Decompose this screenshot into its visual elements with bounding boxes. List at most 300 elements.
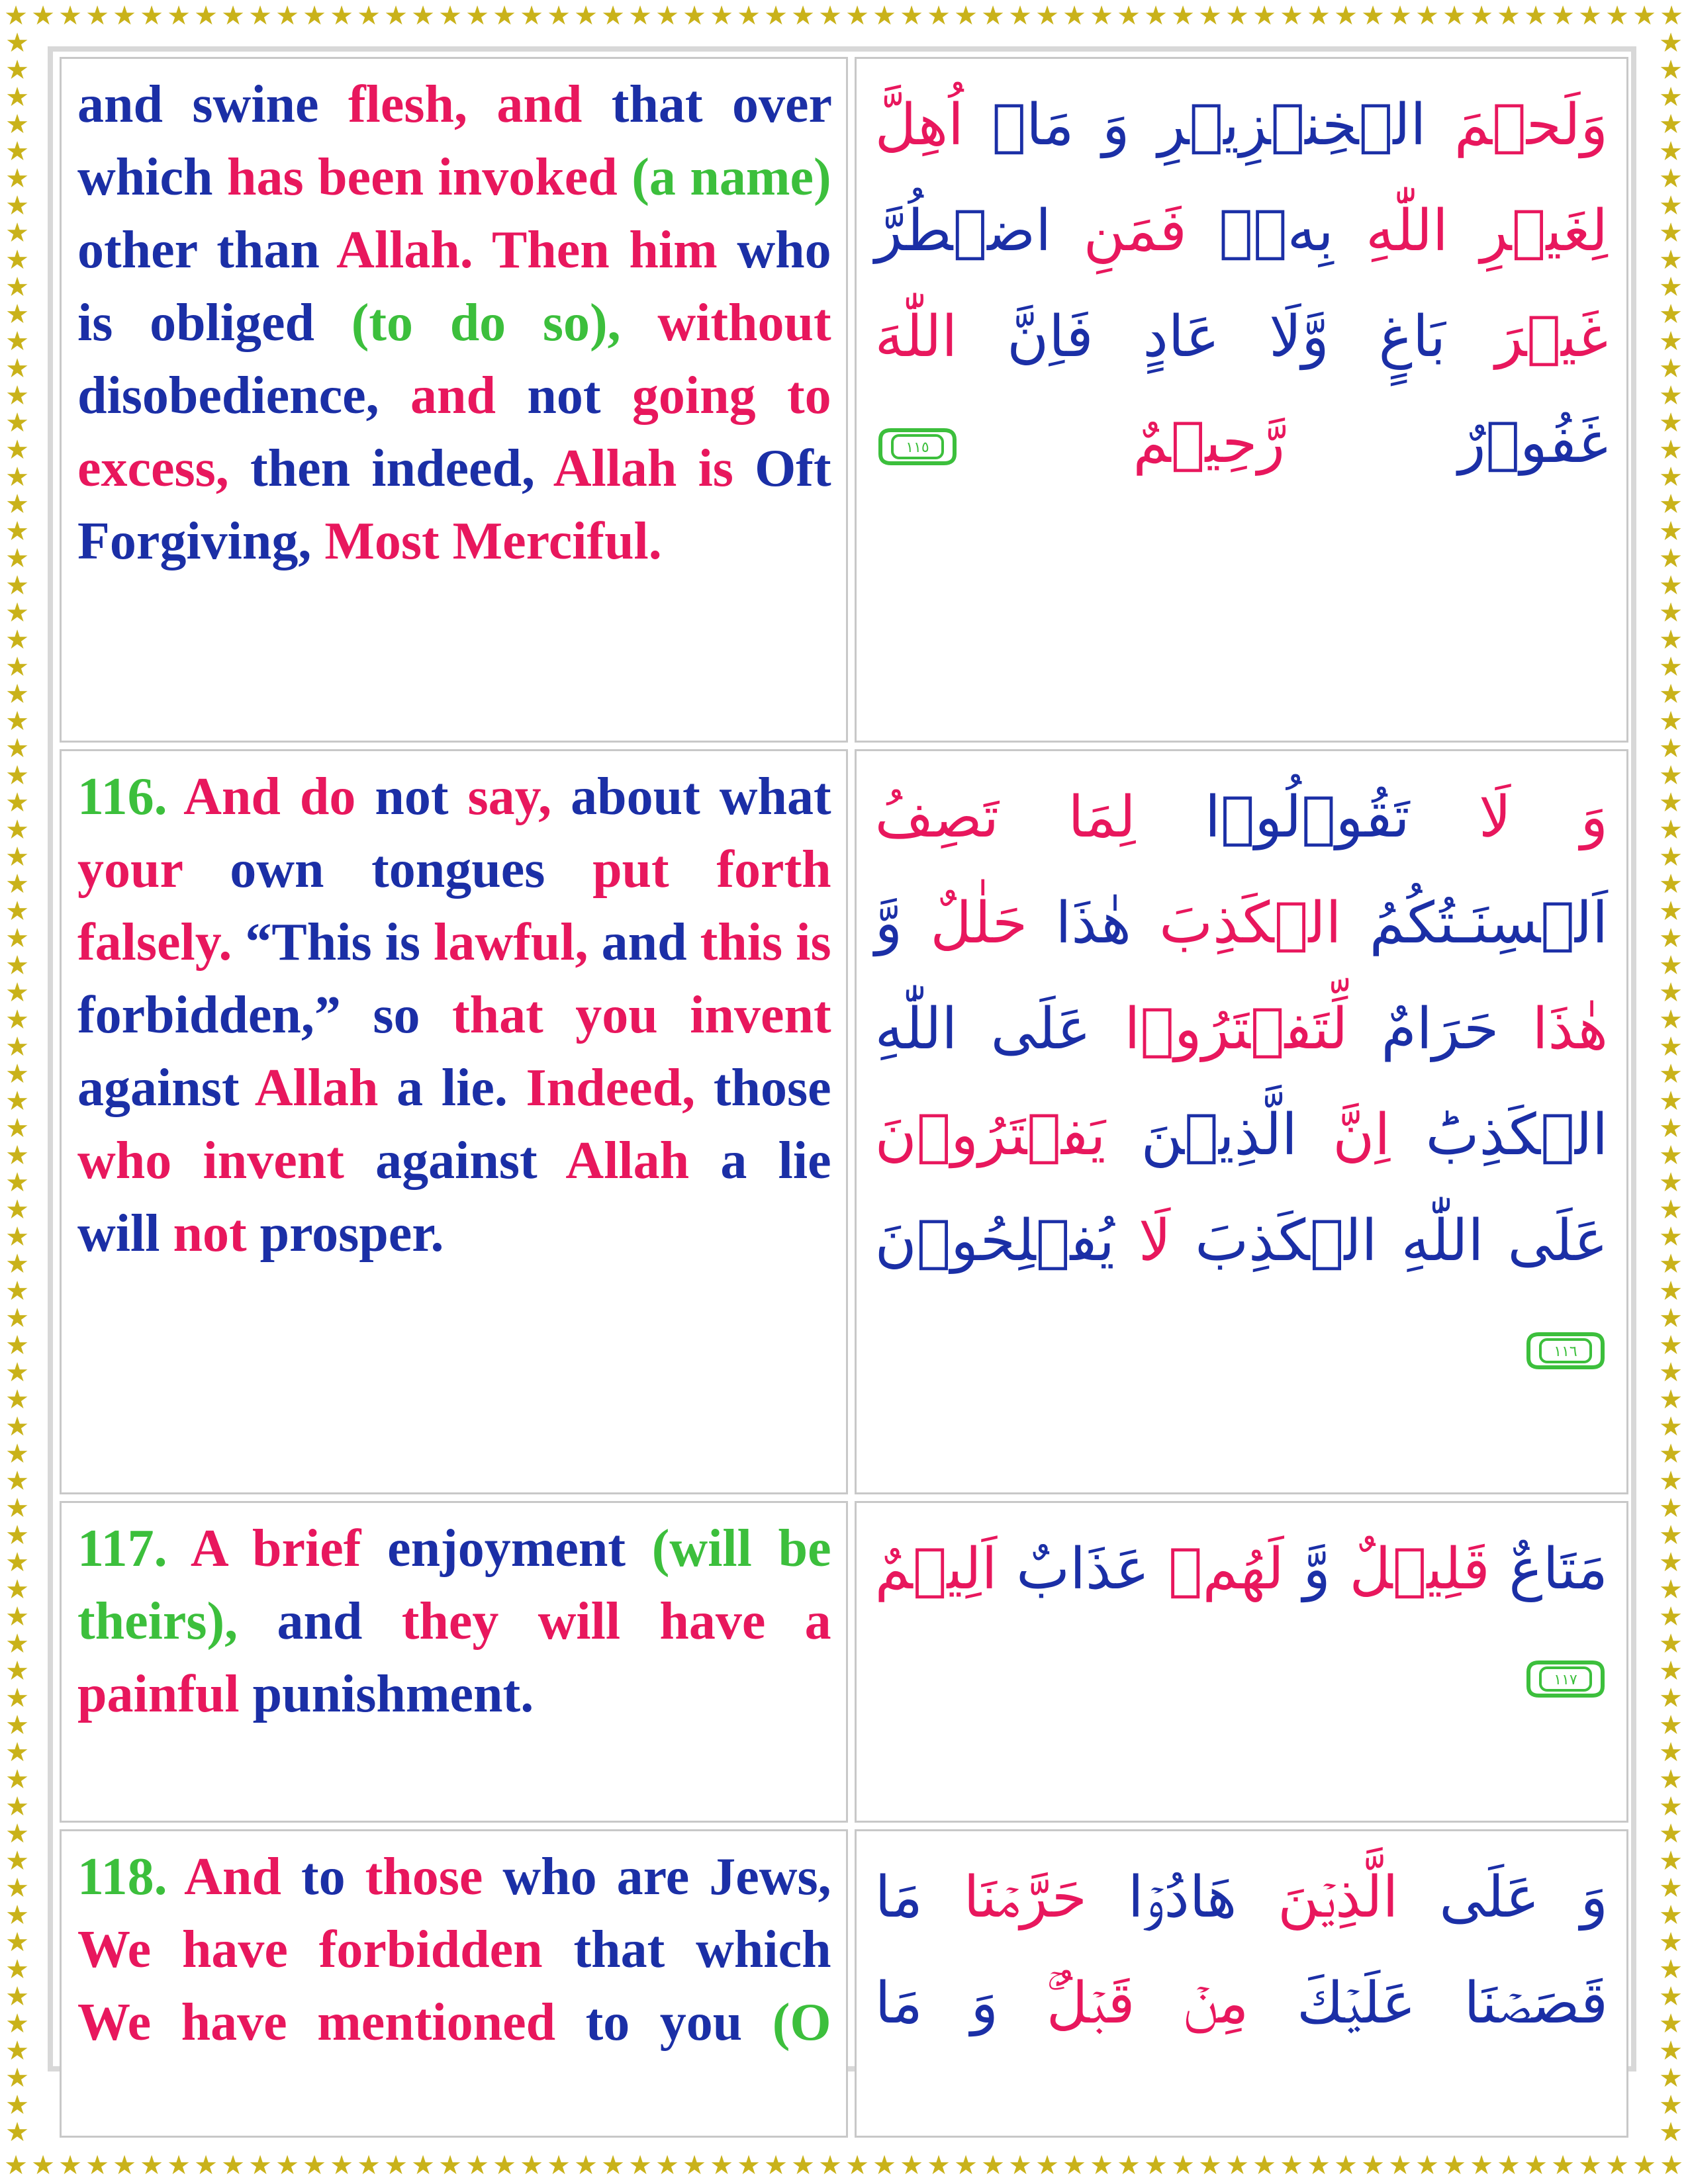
translation-word: not bbox=[527, 367, 601, 425]
star-icon: ★ bbox=[1171, 2150, 1195, 2181]
translation-word: painful bbox=[77, 1665, 240, 1723]
star-icon: ★ bbox=[5, 1140, 29, 1171]
arabic-word: اللّٰهِ bbox=[1366, 198, 1448, 264]
translation-word: those bbox=[713, 1059, 831, 1117]
arabic-word: عَلَى bbox=[1507, 1208, 1609, 1274]
arabic-word: الۡكَذِبَ‌ؕ bbox=[1425, 1102, 1608, 1168]
arabic-word: رَّحِيۡمٌ bbox=[1133, 410, 1286, 476]
star-icon: ★ bbox=[1659, 1195, 1683, 1225]
star-icon: ★ bbox=[1659, 1357, 1683, 1388]
translation-word: will bbox=[538, 1592, 621, 1651]
star-icon: ★ bbox=[1659, 1900, 1683, 1931]
star-icon: ★ bbox=[1659, 1249, 1683, 1279]
star-icon: ★ bbox=[5, 1412, 29, 1442]
star-icon: ★ bbox=[1225, 2150, 1249, 2181]
star-icon: ★ bbox=[5, 978, 29, 1008]
star-icon: ★ bbox=[1659, 28, 1683, 58]
star-icon: ★ bbox=[5, 1927, 29, 1958]
star-icon: ★ bbox=[1442, 2150, 1466, 2181]
star-icon: ★ bbox=[737, 1, 761, 31]
star-icon: ★ bbox=[5, 570, 29, 601]
star-icon: ★ bbox=[1659, 163, 1683, 194]
arabic-word: غَيۡرَ bbox=[1495, 304, 1608, 370]
translation-word: “This bbox=[245, 913, 372, 972]
star-icon: ★ bbox=[5, 299, 29, 330]
star-icon: ★ bbox=[981, 2150, 1005, 2181]
arabic-word: حَلٰلٌ bbox=[930, 890, 1028, 956]
star-icon: ★ bbox=[85, 2150, 109, 2181]
translation-word: brief bbox=[252, 1520, 361, 1578]
star-icon: ★ bbox=[764, 1, 788, 31]
arabic-word: الۡكَذِبَ bbox=[1195, 1208, 1378, 1274]
star-icon: ★ bbox=[5, 1656, 29, 1686]
translation-word: not bbox=[375, 768, 449, 826]
translation-word: disobedience, bbox=[77, 367, 379, 425]
star-icon: ★ bbox=[438, 2150, 462, 2181]
arabic-word: اللّٰهِ bbox=[1401, 1208, 1484, 1274]
star-icon: ★ bbox=[601, 1, 625, 31]
star-icon: ★ bbox=[5, 1981, 29, 2012]
arabic-word: قَصَصۡنَا bbox=[1464, 1970, 1609, 2036]
translation-word: those bbox=[365, 1848, 483, 1906]
star-icon: ★ bbox=[5, 136, 29, 167]
star-icon: ★ bbox=[954, 2150, 978, 2181]
translation-word: do bbox=[299, 768, 356, 826]
star-icon: ★ bbox=[5, 381, 29, 411]
star-icon: ★ bbox=[113, 2150, 136, 2181]
translation-word: will bbox=[77, 1205, 160, 1263]
translation-word: which bbox=[696, 1921, 831, 1979]
star-icon: ★ bbox=[927, 1, 951, 31]
translation-word: a bbox=[720, 1132, 747, 1190]
star-icon: ★ bbox=[1659, 1005, 1683, 1035]
english-translation-cell bbox=[60, 749, 848, 1494]
star-icon: ★ bbox=[5, 1493, 29, 1524]
star-icon: ★ bbox=[900, 2150, 923, 2181]
star-icon: ★ bbox=[1659, 788, 1683, 818]
translation-word: him bbox=[629, 221, 718, 279]
star-icon: ★ bbox=[5, 842, 29, 872]
star-icon: ★ bbox=[1334, 2150, 1358, 2181]
translation-word: been bbox=[318, 148, 424, 206]
translation-word: forth bbox=[716, 841, 831, 899]
translation-word: punishment. bbox=[252, 1665, 534, 1723]
star-icon: ★ bbox=[1659, 598, 1683, 628]
star-icon: ★ bbox=[167, 2150, 191, 2181]
star-icon: ★ bbox=[140, 2150, 164, 2181]
star-icon: ★ bbox=[1659, 462, 1683, 492]
star-icon: ★ bbox=[31, 2150, 55, 2181]
star-icon: ★ bbox=[167, 1, 191, 31]
arabic-word: وَ bbox=[1102, 92, 1130, 158]
ayah-number-marker-icon bbox=[878, 424, 957, 470]
arabic-word: عَلَيۡكَ bbox=[1296, 1970, 1416, 2036]
star-icon: ★ bbox=[5, 516, 29, 547]
translation-word: to bbox=[301, 1848, 346, 1906]
translation-word: invent bbox=[690, 986, 831, 1044]
star-icon: ★ bbox=[5, 1113, 29, 1144]
star-icon: ★ bbox=[1659, 2036, 1683, 2066]
star-icon: ★ bbox=[628, 2150, 652, 2181]
translation-word: swine bbox=[192, 75, 319, 134]
star-icon: ★ bbox=[818, 2150, 842, 2181]
english-translation-cell bbox=[60, 1829, 848, 2138]
star-icon: ★ bbox=[1659, 1602, 1683, 1632]
star-icon: ★ bbox=[5, 489, 29, 520]
star-icon: ★ bbox=[1659, 1032, 1683, 1062]
star-icon: ★ bbox=[1632, 1, 1656, 31]
star-icon: ★ bbox=[1659, 435, 1683, 465]
star-icon: ★ bbox=[872, 2150, 896, 2181]
star-icon: ★ bbox=[5, 1954, 29, 1985]
star-icon: ★ bbox=[113, 1, 136, 31]
star-icon: ★ bbox=[1551, 1, 1575, 31]
star-icon: ★ bbox=[5, 218, 29, 248]
arabic-word: وَّلَا bbox=[1269, 304, 1329, 370]
star-icon: ★ bbox=[520, 2150, 543, 2181]
star-icon: ★ bbox=[1659, 1764, 1683, 1795]
star-icon: ★ bbox=[5, 543, 29, 574]
star-icon: ★ bbox=[1659, 353, 1683, 384]
star-icon: ★ bbox=[438, 1, 462, 31]
star-icon: ★ bbox=[1252, 2150, 1276, 2181]
translation-word: prosper. bbox=[259, 1205, 444, 1263]
arabic-word: اِنَّ bbox=[1333, 1102, 1391, 1168]
arabic-word: اَلِيۡمٌ bbox=[874, 1536, 998, 1602]
star-icon: ★ bbox=[574, 2150, 598, 2181]
star-icon: ★ bbox=[5, 1330, 29, 1361]
translation-word: obliged bbox=[150, 294, 315, 352]
arabic-word: اضۡطُرَّ bbox=[874, 198, 1052, 264]
star-icon: ★ bbox=[1659, 516, 1683, 547]
translation-word: 116. bbox=[77, 768, 167, 826]
star-icon: ★ bbox=[1144, 2150, 1168, 2181]
star-icon: ★ bbox=[1524, 1, 1548, 31]
star-icon: ★ bbox=[1605, 2150, 1629, 2181]
translation-word: Then bbox=[491, 221, 610, 279]
translation-word: have bbox=[181, 1993, 287, 2052]
star-icon: ★ bbox=[1659, 2063, 1683, 2093]
star-icon: ★ bbox=[411, 2150, 435, 2181]
star-icon: ★ bbox=[5, 326, 29, 357]
arabic-word: لِّتَفۡتَرُوۡا bbox=[1124, 996, 1348, 1062]
translation-word: flesh, bbox=[348, 75, 467, 134]
star-icon: ★ bbox=[5, 2117, 29, 2148]
translation-word: (O bbox=[772, 1993, 831, 2052]
star-icon: ★ bbox=[1659, 1629, 1683, 1659]
star-icon: ★ bbox=[1659, 815, 1683, 845]
star-icon: ★ bbox=[5, 1195, 29, 1225]
star-icon: ★ bbox=[5, 1276, 29, 1306]
translation-word: invoked bbox=[438, 148, 618, 206]
star-icon: ★ bbox=[492, 1, 516, 31]
translation-word: We bbox=[77, 1921, 152, 1979]
star-icon: ★ bbox=[384, 1, 408, 31]
arabic-word: مَاۤ bbox=[992, 92, 1074, 158]
star-icon: ★ bbox=[1198, 2150, 1222, 2181]
arabic-word: فَمَنِ bbox=[1083, 198, 1187, 264]
star-icon: ★ bbox=[601, 2150, 625, 2181]
star-icon: ★ bbox=[5, 1873, 29, 1903]
star-icon: ★ bbox=[1252, 1, 1276, 31]
star-icon: ★ bbox=[5, 598, 29, 628]
star-icon: ★ bbox=[547, 1, 571, 31]
star-icon: ★ bbox=[1415, 1, 1439, 31]
star-icon: ★ bbox=[1659, 109, 1683, 140]
star-icon: ★ bbox=[1659, 1330, 1683, 1361]
star-icon: ★ bbox=[5, 1574, 29, 1605]
star-icon: ★ bbox=[845, 1, 869, 31]
star-icon: ★ bbox=[710, 1, 733, 31]
translation-word: forbidden bbox=[318, 1921, 543, 1979]
star-icon: ★ bbox=[1307, 2150, 1331, 2181]
translation-word: your bbox=[77, 841, 183, 899]
arabic-word: قَبۡلُ‌ۚ bbox=[1046, 1970, 1135, 2036]
star-icon: ★ bbox=[1035, 1, 1059, 31]
translation-word: enjoyment bbox=[387, 1520, 626, 1578]
translation-word: over bbox=[732, 75, 831, 134]
arabic-word: بِهٖ‌ۚ bbox=[1219, 198, 1334, 264]
translation-word: what bbox=[719, 768, 831, 826]
star-icon: ★ bbox=[5, 408, 29, 438]
star-icon: ★ bbox=[465, 2150, 489, 2181]
star-icon: ★ bbox=[628, 1, 652, 31]
arabic-word: الۡكَذِبَ bbox=[1159, 890, 1342, 956]
star-icon: ★ bbox=[5, 1059, 29, 1089]
star-icon: ★ bbox=[900, 1, 923, 31]
star-icon: ★ bbox=[1659, 245, 1683, 275]
arabic-word: اُهِلَّ bbox=[874, 92, 964, 158]
star-icon: ★ bbox=[1659, 896, 1683, 927]
star-icon: ★ bbox=[194, 2150, 218, 2181]
translation-word: is bbox=[385, 913, 421, 972]
translation-word: and bbox=[496, 75, 583, 134]
star-icon: ★ bbox=[58, 1, 82, 31]
star-icon: ★ bbox=[5, 2063, 29, 2093]
ayah-number: ١١٧ bbox=[1554, 1671, 1577, 1688]
translation-word: have bbox=[181, 1921, 288, 1979]
star-icon: ★ bbox=[5, 435, 29, 465]
star-icon: ★ bbox=[1659, 1792, 1683, 1822]
star-icon: ★ bbox=[5, 1737, 29, 1768]
star-icon: ★ bbox=[1659, 923, 1683, 954]
star-icon: ★ bbox=[5, 1602, 29, 1632]
star-icon: ★ bbox=[5, 1792, 29, 1822]
arabic-word: الَّذِيۡنَ bbox=[1141, 1102, 1297, 1168]
translation-word: Indeed, bbox=[526, 1059, 696, 1117]
star-icon: ★ bbox=[5, 1385, 29, 1415]
translation-word: And bbox=[183, 768, 281, 826]
star-icon: ★ bbox=[5, 1005, 29, 1035]
translation-word: Allah. bbox=[336, 221, 473, 279]
translation-word: a bbox=[397, 1059, 424, 1117]
star-icon: ★ bbox=[5, 1466, 29, 1496]
translation-word: And bbox=[184, 1848, 281, 1906]
star-icon: ★ bbox=[1659, 381, 1683, 411]
translation-word: to bbox=[585, 1993, 630, 2052]
arabic-word: اَلۡسِنَـتُكُمُ bbox=[1369, 890, 1609, 956]
star-icon: ★ bbox=[1659, 706, 1683, 737]
star-icon: ★ bbox=[248, 1, 272, 31]
star-icon: ★ bbox=[1659, 978, 1683, 1008]
star-icon: ★ bbox=[1659, 55, 1683, 85]
translation-word: mentioned bbox=[317, 1993, 556, 2052]
star-icon: ★ bbox=[1659, 136, 1683, 167]
translation-word: going bbox=[632, 367, 756, 425]
star-icon: ★ bbox=[1659, 1656, 1683, 1686]
star-icon: ★ bbox=[1659, 543, 1683, 574]
star-icon: ★ bbox=[1334, 1, 1358, 31]
star-icon: ★ bbox=[1388, 1, 1412, 31]
arabic-word: لِغَيۡرِ bbox=[1480, 198, 1608, 264]
translation-word: is bbox=[796, 913, 831, 972]
star-icon: ★ bbox=[5, 1710, 29, 1741]
star-icon: ★ bbox=[5, 55, 29, 85]
star-icon: ★ bbox=[1659, 1222, 1683, 1252]
star-icon: ★ bbox=[1415, 2150, 1439, 2181]
star-icon: ★ bbox=[5, 625, 29, 655]
star-icon: ★ bbox=[221, 1, 245, 31]
star-icon: ★ bbox=[5, 679, 29, 709]
translation-word: not bbox=[173, 1205, 247, 1263]
star-icon: ★ bbox=[1659, 1873, 1683, 1903]
star-icon: ★ bbox=[1659, 1710, 1683, 1741]
star-icon: ★ bbox=[1659, 842, 1683, 872]
star-icon: ★ bbox=[954, 1, 978, 31]
star-icon: ★ bbox=[1659, 652, 1683, 682]
translation-word: which bbox=[77, 148, 213, 206]
translation-word: other than bbox=[77, 221, 320, 279]
star-icon: ★ bbox=[1470, 2150, 1493, 2181]
star-icon: ★ bbox=[1659, 1819, 1683, 1849]
arabic-word: الۡخِنۡزِيۡرِ bbox=[1158, 92, 1427, 158]
translation-word: then indeed, bbox=[250, 439, 535, 498]
arabic-word: حَرَّمۡنَا bbox=[963, 1864, 1087, 1931]
ayah-number-marker-icon bbox=[1526, 1656, 1605, 1702]
translation-word: Jews, bbox=[709, 1848, 831, 1906]
star-icon: ★ bbox=[1659, 1981, 1683, 2012]
star-icon: ★ bbox=[1307, 1, 1331, 31]
star-icon: ★ bbox=[4, 1, 28, 31]
arabic-word: قَلِيۡلٌ bbox=[1349, 1536, 1490, 1602]
star-icon: ★ bbox=[1090, 1, 1113, 31]
translation-word: Allah bbox=[565, 1132, 690, 1190]
translation-word: 117. bbox=[77, 1520, 167, 1578]
star-icon: ★ bbox=[1008, 2150, 1032, 2181]
star-icon: ★ bbox=[791, 1, 815, 31]
translation-word: Allah bbox=[254, 1059, 379, 1117]
translation-word: about bbox=[571, 768, 700, 826]
star-icon: ★ bbox=[547, 2150, 571, 2181]
star-icon: ★ bbox=[1442, 1, 1466, 31]
star-icon: ★ bbox=[1225, 1, 1249, 31]
star-icon: ★ bbox=[5, 950, 29, 981]
star-icon: ★ bbox=[5, 1167, 29, 1198]
star-icon: ★ bbox=[1578, 1, 1602, 31]
star-icon: ★ bbox=[140, 1, 164, 31]
star-icon: ★ bbox=[5, 1032, 29, 1062]
star-icon: ★ bbox=[5, 2090, 29, 2120]
star-icon: ★ bbox=[5, 1222, 29, 1252]
star-icon: ★ bbox=[85, 1, 109, 31]
star-icon: ★ bbox=[737, 2150, 761, 2181]
star-icon: ★ bbox=[1361, 2150, 1385, 2181]
star-icon: ★ bbox=[927, 2150, 951, 2181]
translation-word: they bbox=[401, 1592, 499, 1651]
arabic-word: وَ bbox=[1580, 784, 1608, 850]
star-icon: ★ bbox=[1659, 570, 1683, 601]
translation-word: put bbox=[592, 841, 669, 899]
star-icon: ★ bbox=[1659, 489, 1683, 520]
star-icon: ★ bbox=[1659, 1846, 1683, 1876]
arabic-word: يُفۡلِحُوۡنَ bbox=[874, 1208, 1115, 1274]
translation-word: lie bbox=[778, 1132, 831, 1190]
star-icon: ★ bbox=[1659, 272, 1683, 302]
star-icon: ★ bbox=[5, 1900, 29, 1931]
english-translation-cell bbox=[60, 1501, 848, 1823]
translation-word: has bbox=[226, 148, 304, 206]
arabic-word: هٰذَا bbox=[1532, 996, 1609, 1062]
star-icon: ★ bbox=[5, 245, 29, 275]
star-icon: ★ bbox=[1171, 1, 1195, 31]
arabic-word: عَادٍ bbox=[1143, 304, 1220, 370]
star-icon: ★ bbox=[357, 1, 381, 31]
translation-word: so bbox=[373, 986, 420, 1044]
arabic-word: حَرَامٌ bbox=[1381, 996, 1499, 1062]
translation-word: 118. bbox=[77, 1848, 167, 1906]
arabic-word: مَا bbox=[874, 1970, 923, 2036]
translation-word: and bbox=[601, 913, 687, 972]
star-icon: ★ bbox=[5, 2009, 29, 2039]
translation-word: that bbox=[611, 75, 703, 134]
star-icon: ★ bbox=[791, 2150, 815, 2181]
arabic-word: تَصِفُ bbox=[874, 784, 1000, 850]
translation-word: A bbox=[190, 1520, 226, 1578]
arabic-word: وَلَحۡمَ bbox=[1454, 92, 1609, 158]
arabic-word: عَذَابٌ bbox=[1016, 1536, 1150, 1602]
translation-word: forbidden,” bbox=[77, 986, 341, 1044]
arabic-verse-cell bbox=[855, 57, 1628, 743]
star-icon: ★ bbox=[5, 815, 29, 845]
star-icon: ★ bbox=[1659, 1113, 1683, 1144]
table-row bbox=[60, 57, 1628, 743]
star-icon: ★ bbox=[5, 1846, 29, 1876]
translation-word: have bbox=[659, 1592, 766, 1651]
arabic-word: لَهُمۡ bbox=[1168, 1536, 1284, 1602]
star-icon: ★ bbox=[5, 788, 29, 818]
star-icon: ★ bbox=[845, 2150, 869, 2181]
star-icon: ★ bbox=[1062, 2150, 1086, 2181]
star-icon: ★ bbox=[1660, 1, 1683, 31]
star-icon: ★ bbox=[194, 1, 218, 31]
star-icon: ★ bbox=[5, 1357, 29, 1388]
star-icon: ★ bbox=[5, 353, 29, 384]
star-icon: ★ bbox=[1659, 1954, 1683, 1985]
arabic-word: لَا bbox=[1138, 1208, 1172, 1274]
star-icon: ★ bbox=[1659, 2090, 1683, 2120]
star-icon: ★ bbox=[1659, 1167, 1683, 1198]
arabic-word: اللّٰهَ bbox=[874, 304, 958, 370]
star-icon: ★ bbox=[1659, 82, 1683, 113]
star-icon: ★ bbox=[1632, 2150, 1656, 2181]
star-icon: ★ bbox=[5, 1629, 29, 1659]
star-icon: ★ bbox=[1659, 679, 1683, 709]
translation-word: and bbox=[77, 75, 163, 134]
star-icon: ★ bbox=[5, 272, 29, 302]
star-icon: ★ bbox=[303, 1, 326, 31]
star-icon: ★ bbox=[1659, 1574, 1683, 1605]
star-icon: ★ bbox=[5, 1249, 29, 1279]
